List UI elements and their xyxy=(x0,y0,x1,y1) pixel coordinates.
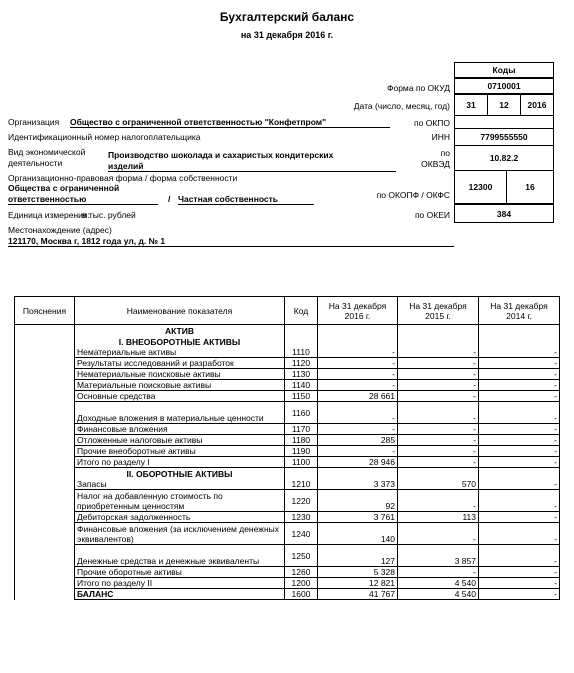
row-code: 1260 xyxy=(285,567,318,578)
table-row xyxy=(15,578,560,589)
date-day: 31 xyxy=(454,94,488,116)
row-value-2016: 127 xyxy=(318,545,398,567)
org-label: Организация xyxy=(8,117,60,127)
section2-heading-row xyxy=(15,468,560,479)
form-value-2: ответственностью xyxy=(8,194,158,205)
table-row xyxy=(15,369,560,380)
inn-label: Идентификационный номер налогоплательщика xyxy=(8,132,201,142)
row-name: Финансовые вложения (за исключением денежных эквивалентов) xyxy=(75,523,285,545)
table-row xyxy=(15,446,560,457)
table-row xyxy=(15,512,560,523)
row-name: Денежные средства и денежные эквиваленты xyxy=(75,545,285,567)
col-2016-header: На 31 декабря 2016 г. xyxy=(318,297,398,325)
row-name: Дебиторская задолженность xyxy=(75,512,285,523)
okopf-label: по ОКОПФ / ОКФС xyxy=(376,190,450,200)
form-label: Организационно-правовая форма / форма собственности xyxy=(8,173,238,183)
activity-value-1: Производство шоколада и сахаристых кондитерских xyxy=(108,150,334,160)
row-value-2015: - xyxy=(398,347,479,358)
table-row xyxy=(15,358,560,369)
row-name: Итого по разделу II xyxy=(75,578,285,589)
date-label: Дата (число, месяц, год) xyxy=(353,101,450,111)
row-code: 1130 xyxy=(285,369,318,380)
empty-cell xyxy=(479,468,560,479)
row-value-2014: - xyxy=(479,479,560,490)
section2-heading: II. ОБОРОТНЫЕ АКТИВЫ xyxy=(75,468,285,479)
row-value-2014: - xyxy=(479,512,560,523)
row-value-2016: - xyxy=(318,446,398,457)
inn-value: 7799555550 xyxy=(454,128,554,146)
col-notes-header: Пояснения xyxy=(15,297,75,325)
row-code: 1210 xyxy=(285,479,318,490)
section1-heading: I. ВНЕОБОРОТНЫЕ АКТИВЫ xyxy=(75,336,285,347)
row-name: Отложенные налоговые активы xyxy=(75,435,285,446)
row-value-2015: - xyxy=(398,391,479,402)
row-value-2016: - xyxy=(318,358,398,369)
row-value-2014: - xyxy=(479,402,560,424)
table-row xyxy=(15,479,560,490)
okpo-label: по ОКПО xyxy=(414,118,450,128)
row-value-2015: - xyxy=(398,435,479,446)
table-row xyxy=(15,347,560,358)
table-row xyxy=(15,391,560,402)
col-2015-header: На 31 декабря 2015 г. xyxy=(398,297,479,325)
date-year: 2016 xyxy=(520,94,554,116)
row-value-2016: - xyxy=(318,347,398,358)
row-value-2016: 285 xyxy=(318,435,398,446)
row-name: Прочие оборотные активы xyxy=(75,567,285,578)
row-value-2016: 41 767 xyxy=(318,589,398,600)
empty-cell xyxy=(318,468,398,479)
row-value-2014: - xyxy=(479,457,560,468)
row-value-2014: - xyxy=(479,490,560,512)
row-name: Нематериальные поисковые активы xyxy=(75,369,285,380)
section1-heading-row xyxy=(15,336,560,347)
balance-table xyxy=(14,296,560,600)
row-name: Доходные вложения в материальные ценности xyxy=(75,402,285,424)
row-name: Прочие внеоборотные активы xyxy=(75,446,285,457)
row-value-2014: - xyxy=(479,446,560,457)
assets-heading: АКТИВ xyxy=(75,325,285,336)
row-value-2014: - xyxy=(479,380,560,391)
row-value-2014: - xyxy=(479,589,560,600)
okved-label-1: по xyxy=(440,148,450,158)
row-code: 1220 xyxy=(285,490,318,512)
row-value-2016: 28 661 xyxy=(318,391,398,402)
row-code: 1110 xyxy=(285,347,318,358)
activity-label-1: Вид экономической xyxy=(8,147,86,157)
unit-value: в тыс. рублей xyxy=(82,210,136,220)
row-code: 1150 xyxy=(285,391,318,402)
row-code: 1230 xyxy=(285,512,318,523)
row-value-2016: 28 946 xyxy=(318,457,398,468)
table-row xyxy=(15,567,560,578)
row-value-2014: - xyxy=(479,578,560,589)
table-row xyxy=(15,523,560,545)
row-value-2016: 12 821 xyxy=(318,578,398,589)
okopf-value: 12300 xyxy=(454,170,507,204)
row-code: 1140 xyxy=(285,380,318,391)
row-value-2016: 3 373 xyxy=(318,479,398,490)
row-value-2014: - xyxy=(479,369,560,380)
row-name: Нематериальные активы xyxy=(75,347,285,358)
row-value-2015: - xyxy=(398,424,479,435)
row-value-2016: 140 xyxy=(318,523,398,545)
table-row xyxy=(15,424,560,435)
row-value-2014: - xyxy=(479,435,560,446)
table-row xyxy=(15,589,560,600)
table-header-row xyxy=(15,297,560,325)
table-row xyxy=(15,435,560,446)
row-value-2014: - xyxy=(479,424,560,435)
row-code: 1180 xyxy=(285,435,318,446)
row-name: Основные средства xyxy=(75,391,285,402)
row-value-2015: - xyxy=(398,446,479,457)
row-value-2015: - xyxy=(398,369,479,380)
row-value-2014: - xyxy=(479,347,560,358)
row-code: 1160 xyxy=(285,402,318,424)
row-name: Материальные поисковые активы xyxy=(75,380,285,391)
activity-label-2: деятельности xyxy=(8,158,63,168)
table-row xyxy=(15,490,560,512)
row-name: Результаты исследований и разработок xyxy=(75,358,285,369)
form-value-1: Общества с ограниченной xyxy=(8,183,120,193)
row-value-2015: - xyxy=(398,358,479,369)
row-name: БАЛАНС xyxy=(75,589,285,600)
row-value-2016: 3 761 xyxy=(318,512,398,523)
codes-heading: Коды xyxy=(454,62,554,78)
notes-column xyxy=(15,325,75,600)
okfs-value: 16 xyxy=(506,170,554,204)
row-value-2014: - xyxy=(479,358,560,369)
row-value-2015: - xyxy=(398,567,479,578)
okei-label: по ОКЕИ xyxy=(414,210,450,220)
table-row xyxy=(15,545,560,567)
inn-code-label: ИНН xyxy=(431,132,450,142)
row-name: Налог на добавленную стоимость по приобретенным ценностям xyxy=(75,490,285,512)
col-name-header: Наименование показателя xyxy=(75,297,285,325)
row-name: Финансовые вложения xyxy=(75,424,285,435)
row-value-2016: 5 328 xyxy=(318,567,398,578)
row-value-2015: - xyxy=(398,490,479,512)
unit-label: Единица измерения: xyxy=(8,210,90,220)
okpo-value xyxy=(454,115,554,129)
row-value-2015: 3 857 xyxy=(398,545,479,567)
row-value-2015: - xyxy=(398,380,479,391)
row-value-2016: - xyxy=(318,369,398,380)
date-month: 12 xyxy=(487,94,521,116)
document-date: на 31 декабря 2016 г. xyxy=(240,30,334,40)
row-code: 1170 xyxy=(285,424,318,435)
org-value: Общество с ограниченной ответственностью "Конфетпром" xyxy=(70,117,390,128)
empty-cell xyxy=(285,468,318,479)
row-value-2014: - xyxy=(479,567,560,578)
okei-value: 384 xyxy=(454,203,554,223)
row-code: 1190 xyxy=(285,446,318,457)
row-code: 1200 xyxy=(285,578,318,589)
ownership-value: Частная собственность xyxy=(178,194,314,205)
row-value-2016: - xyxy=(318,424,398,435)
okud-value: 0710001 xyxy=(454,78,554,94)
row-name: Итого по разделу I xyxy=(75,457,285,468)
activity-value-2: изделий xyxy=(108,161,396,172)
col-2014-header: На 31 декабря 2014 г. xyxy=(479,297,560,325)
address-value: 121170, Москва г, 1812 года ул, д. № 1 xyxy=(8,236,454,247)
address-label: Местонахождение (адрес) xyxy=(8,225,112,235)
row-value-2016: - xyxy=(318,380,398,391)
row-code: 1240 xyxy=(285,523,318,545)
row-code: 1120 xyxy=(285,358,318,369)
row-value-2015: - xyxy=(398,523,479,545)
empty-cell xyxy=(398,468,479,479)
row-name: Запасы xyxy=(75,479,285,490)
row-value-2014: - xyxy=(479,523,560,545)
table-row xyxy=(15,402,560,424)
okved-value: 10.82.2 xyxy=(454,145,554,171)
okud-label: Форма по ОКУД xyxy=(387,83,450,93)
row-value-2015: 4 540 xyxy=(398,589,479,600)
row-value-2015: - xyxy=(398,457,479,468)
assets-heading-row xyxy=(15,325,560,336)
table-row xyxy=(15,457,560,468)
row-value-2015: 570 xyxy=(398,479,479,490)
row-value-2015: 113 xyxy=(398,512,479,523)
row-code: 1100 xyxy=(285,457,318,468)
document-title: Бухгалтерский баланс xyxy=(219,10,355,24)
row-code: 1250 xyxy=(285,545,318,567)
row-value-2015: 4 540 xyxy=(398,578,479,589)
row-value-2015: - xyxy=(398,402,479,424)
row-code: 1600 xyxy=(285,589,318,600)
row-value-2014: - xyxy=(479,391,560,402)
row-value-2016: - xyxy=(318,402,398,424)
row-value-2014: - xyxy=(479,545,560,567)
okved-label-2: ОКВЭД xyxy=(421,159,450,169)
form-slash: / xyxy=(168,194,171,204)
row-value-2016: 92 xyxy=(318,490,398,512)
col-code-header: Код xyxy=(285,297,318,325)
table-row xyxy=(15,380,560,391)
